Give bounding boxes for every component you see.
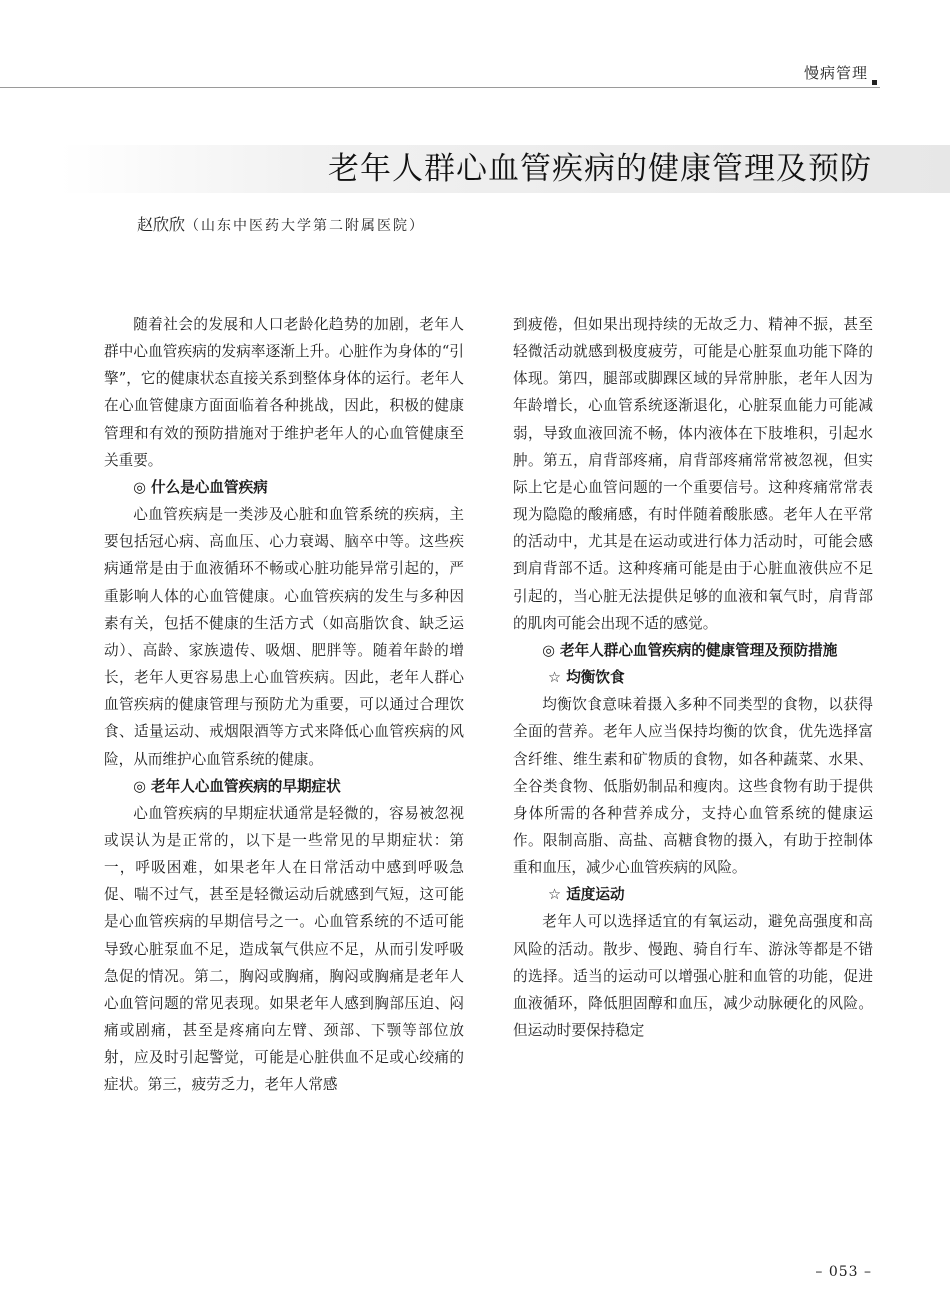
article-title: 老年人群心血管疾病的健康管理及预防 (328, 151, 872, 187)
cvd-definition-paragraph: 心血管疾病是一类涉及心脏和血管系统的疾病，主要包括冠心病、高血压、心力衰竭、脑卒中等。这些疾病通常是由于血液循环不畅或心脏功能异常引起的，严重影响人体的心血管健康。心血管疾病的发生与多种因素有关，包括不健康的生活方式（如高脂饮食、缺乏运动）、高龄、家族遗传、吸烟、肥胖等。随着年龄的增长，老年人更容易患上心血管疾病。因此，老年人群心血管疾病的健康管理与预防尤为重要，可以通过合理饮食、适量运动、戒烟限酒等方式来降低心血管疾病的风险，从而维护心血管系统的健康。 (104, 506, 464, 768)
symptoms-continued-paragraph: 到疲倦，但如果出现持续的无故乏力、精神不振，甚至轻微活动就感到极度疲劳，可能是心脏泵血功能下降的体现。第四，腿部或脚踝区域的异常肿胀，老年人因为年龄增长，心血管系统逐渐退化，心脏泵血能力可能减弱，导致血液回流不畅，体内液体在下肢堆积，引起水肿。第五，肩背部疼痛，肩背部疼痛常常被忽视，但实际上它是心血管问题的一个重要信号。这种疼痛常常表现为隐隐的酸痛感，有时伴随着酸胀感。老年人在平常的活动中，尤其是在运动或进行体力活动时，可能会感到肩背部不适。这种疼痛可能是由于心脏血液供应不足引起的，当心脏无法提供足够的血液和氧气时，肩背部的肌肉可能会出现不适的感觉。 (513, 316, 873, 632)
section-label: 慢病管理 (803, 64, 868, 82)
balanced-diet-paragraph: 均衡饮食意味着摄入多种不同类型的食物，以获得全面的营养。老年人应当保持均衡的饮食，优先选择富含纤维、维生素和矿物质的食物，如各种蔬菜、水果、全谷类食物、低脂奶制品和瘦肉。这些食物有助于提供身体所需的各种营养成分，支持心血管系统的健康运作。限制高脂、高盐、高糖食物的摄入，有助于控制体重和血压，减少心血管疾病的风险。 (513, 696, 873, 877)
section-heading-management-prevention: ◎ 老年人群心血管疾病的健康管理及预防措施 (542, 641, 838, 659)
header-rule (0, 87, 880, 88)
left-column (104, 311, 464, 1099)
moderate-exercise-paragraph: 老年人可以选择适宜的有氧运动，避免高强度和高风险的活动。散步、慢跑、骑自行车、游泳等都是不错的选择。适当的运动可以增强心脏和血管的功能，促进血液循环，降低胆固醇和血压，减少动脉硬化的风险。但运动时要保持稳定 (513, 913, 873, 1040)
author-affiliation: （山东中医药大学第二附属医院） (185, 218, 426, 234)
byline (137, 212, 425, 235)
section-heading-what-is-cvd: ◎ 什么是心血管疾病 (133, 478, 268, 496)
page-number: – 053 – (815, 1264, 872, 1280)
subheading-moderate-exercise: ☆ 适度运动 (548, 886, 625, 904)
subheading-balanced-diet: ☆ 均衡饮食 (548, 669, 625, 687)
author-name: 赵欣欣 (137, 215, 186, 234)
section-heading-early-symptoms: ◎ 老年人心血管疾病的早期症状 (133, 777, 341, 795)
header-square-marker (872, 80, 877, 85)
right-column (513, 311, 873, 1044)
intro-paragraph: 随着社会的发展和人口老龄化趋势的加剧，老年人群中心血管疾病的发病率逐渐上升。心脏作为身体的“引擎”，它的健康状态直接关系到整体身体的运行。老年人在心血管健康方面面临着各种挑战，因此，积极的健康管理和有效的预防措施对于维护老年人的心血管健康至关重要。 (104, 316, 464, 469)
early-symptoms-paragraph: 心血管疾病的早期症状通常是轻微的，容易被忽视或误认为是正常的，以下是一些常见的早期症状：第一，呼吸困难，如果老年人在日常活动中感到呼吸急促、喘不过气，甚至是轻微运动后就感到气短，这可能是心血管疾病的早期信号之一。心血管系统的不适可能导致心脏泵血不足，造成氧气供应不足，从而引发呼吸急促的情况。第二，胸闷或胸痛，胸闷或胸痛是老年人心血管问题的常见表现。如果老年人感到胸部压迫、闷痛或剧痛，甚至是疼痛向左臂、颈部、下颚等部位放射，应及时引起警觉，可能是心脏供血不足或心绞痛的症状。第三，疲劳乏力，老年人常感 (104, 804, 464, 1094)
